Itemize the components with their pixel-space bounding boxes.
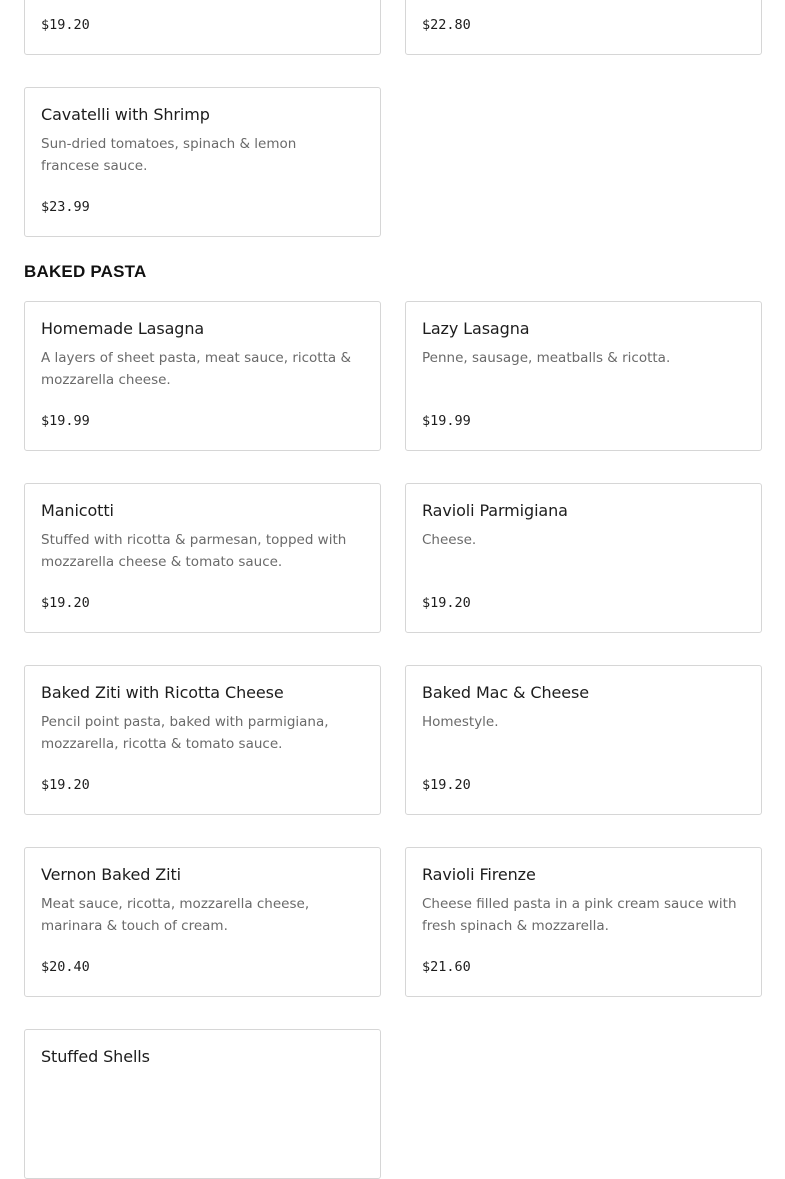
- item-description: Sun-dried tomatoes, spinach & lemon francese sauce.: [41, 136, 297, 174]
- item-price: $19.99: [41, 413, 90, 429]
- item-price: $19.20: [422, 595, 471, 611]
- item-price: $19.20: [41, 595, 90, 611]
- item-description: Cheese.: [422, 532, 477, 548]
- menu-item-card[interactable]: [405, 665, 762, 815]
- item-price: $19.20: [422, 777, 471, 793]
- menu-item-card[interactable]: [24, 483, 381, 633]
- item-price: $20.40: [41, 959, 90, 975]
- item-description: Homestyle.: [422, 714, 499, 730]
- item-price: $19.20: [41, 17, 90, 33]
- menu-item-card[interactable]: [24, 847, 381, 997]
- menu-item-card[interactable]: [405, 301, 762, 451]
- item-price: $19.99: [422, 413, 471, 429]
- item-name: Manicotti: [41, 501, 114, 520]
- item-description: Penne, sausage, meatballs & ricotta.: [422, 350, 671, 366]
- menu-item-card[interactable]: [405, 847, 762, 997]
- item-price: $21.60: [422, 959, 471, 975]
- menu-item-card[interactable]: [24, 665, 381, 815]
- item-name: Baked Ziti with Ricotta Cheese: [41, 683, 284, 702]
- item-name: Ravioli Firenze: [422, 865, 536, 884]
- item-price: $23.99: [41, 199, 90, 215]
- item-description: A layers of sheet pasta, meat sauce, ricotta & mozzarella cheese.: [41, 350, 351, 388]
- menu-item-card[interactable]: [24, 1029, 381, 1179]
- item-name: Vernon Baked Ziti: [41, 865, 181, 884]
- item-description: Stuffed with ricotta & parmesan, topped with mozzarella cheese & tomato sauce.: [41, 532, 347, 570]
- item-name: Stuffed Shells: [41, 1047, 150, 1066]
- menu-item-card[interactable]: [24, 0, 381, 55]
- section-title-baked-pasta: BAKED PASTA: [24, 262, 147, 281]
- item-name: Cavatelli with Shrimp: [41, 105, 210, 124]
- menu-item-card[interactable]: [24, 301, 381, 451]
- item-name: Homemade Lasagna: [41, 319, 205, 338]
- menu-item-card[interactable]: [405, 0, 762, 55]
- menu-item-card[interactable]: [405, 483, 762, 633]
- item-price: $19.20: [41, 777, 90, 793]
- item-description: Cheese filled pasta in a pink cream sauce with fresh spinach & mozzarella.: [422, 896, 737, 934]
- item-name: Baked Mac & Cheese: [422, 683, 589, 702]
- item-description: Pencil point pasta, baked with parmigiana, mozzarella, ricotta & tomato sauce.: [41, 714, 329, 752]
- item-name: Lazy Lasagna: [422, 319, 530, 338]
- item-description: Meat sauce, ricotta, mozzarella cheese, marinara & touch of cream.: [41, 896, 310, 934]
- item-price: $22.80: [422, 17, 471, 33]
- item-name: Ravioli Parmigiana: [422, 501, 568, 520]
- menu-item-card[interactable]: [24, 87, 381, 237]
